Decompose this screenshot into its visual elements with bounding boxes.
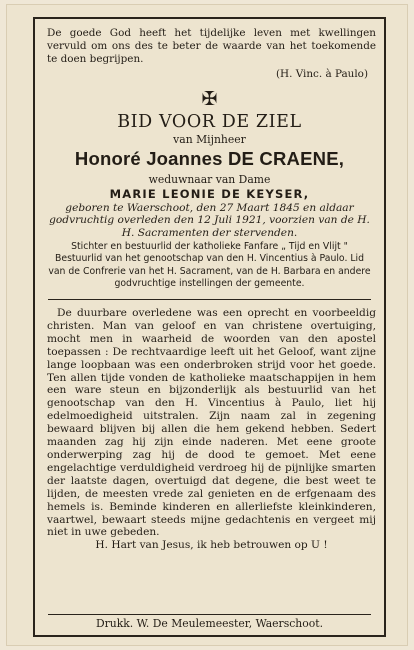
quote-text: De goede God heeft het tijdelijke leven met kwellingen vervuld om ons des te beter de waarde van het toekomende te doen begrijpen. — [47, 27, 376, 66]
card-frame — [33, 17, 386, 637]
divider-bottom — [48, 614, 371, 615]
main-text-block — [35, 307, 384, 552]
prayer-heading: BID VOOR DE ZIEL — [117, 112, 302, 132]
printer-credit: Drukk. W. De Meulemeester, Waerschoot. — [95, 617, 324, 630]
cross-icon: ✠ — [201, 88, 218, 110]
memorial-card — [6, 4, 408, 646]
van-mijnheer-label: van Mijnheer — [173, 133, 246, 146]
divider-top — [48, 299, 371, 300]
biography-text: geboren te Waerschoot, den 27 Maart 1845 en aldaar godvruchtig overleden den 12 Juli 1921, voorzien van de H. H. Sacramenten der stervenden. — [49, 202, 370, 239]
widower-label: weduwnaar van Dame — [148, 173, 271, 186]
closing-line: H. Hart van Jesus, ik heb betrouwen op U ! — [95, 539, 328, 552]
roles-text: Stichter en bestuurlid der katholieke Fanfare „ Tijd en Vlijt " Bestuurlid van het genootschap van den H. Vincentius à Paulo. Lid van de Confrerie van het H. Sacrament, van de H. Barbara en andere godvruchtige instellingen der gemeente. — [48, 241, 371, 290]
quote-block — [35, 27, 384, 81]
deceased-name: Honoré Joannes DE CRAENE, — [74, 148, 345, 169]
quote-source: (H. Vinc. à Paulo) — [275, 67, 368, 80]
spouse-name: MARIE LEONIE DE KEYSER, — [109, 187, 310, 201]
main-text: De duurbare overledene was een oprecht en voorbeeldig christen. Man van geloof en van christene overtuiging, mocht men in waarheid de woorden van den apostel toepassen : De rechtvaardige leeft uit het Geloof, want zijne lange loopbaan was een onderbroken strijd voor het goede. Ten allen tijde vonden de katholieke maatschappijen in hem een ware steun en bijzonderlijk als bestuurlid van het genootschap van den H. Vincentius à Paulo, liet hij edelmoedigheid uitstralen. Zijn naam zal in zegening bewaard blijven bij allen die hem gekend hebben. Sedert maanden zag hij zijn einde naderen. Met eene groote onderwerping zag hij de dood te gemoet. Met eene engelachtige verduldigheid verdroeg hij de pijnlijke smarten der laatste dagen, overtuigd dat degene, die best weet te lijden, de meesten vrede zal genieten en de erfgenaam des hemels is. Beminde kinderen en allerliefste kleinkinderen, vaartwel, bewaart steeds mijne gedachtenis en vergeet mij niet in uwe gebeden. — [47, 307, 376, 539]
